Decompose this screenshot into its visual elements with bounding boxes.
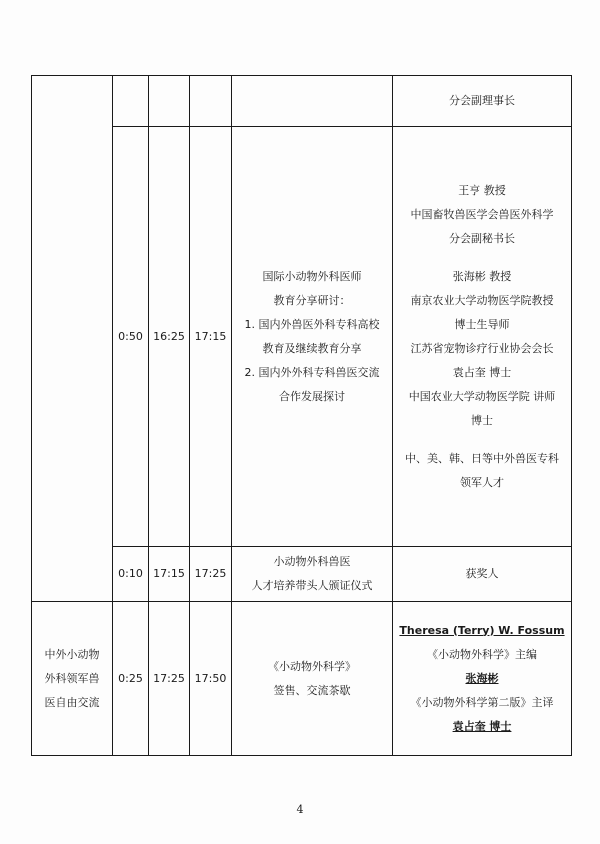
topic-line: 教育分享研讨： (273, 293, 351, 307)
end-time-cell: 17:50 (190, 602, 232, 756)
speaker-name: Theresa (Terry) W. Fossum (399, 623, 565, 637)
topic-lines (234, 550, 390, 598)
topic-line: 小动物外科兽医 (273, 555, 351, 568)
speaker-line: 中国农业大学动物医学院 讲师 (408, 389, 556, 403)
table-row (32, 127, 572, 547)
speaker-line: 张海彬 教授 (452, 269, 512, 283)
topic-line: 合作发展探讨 (279, 389, 345, 403)
topic-line: 签售、交流茶歇 (273, 683, 351, 697)
topic-lines (234, 265, 390, 409)
session-lines (34, 643, 110, 715)
speaker-cell (393, 76, 572, 127)
session-line: 外科领军兽 (44, 671, 100, 685)
speaker-line: 中国畜牧兽医学会兽医外科学 (410, 207, 554, 221)
topic-cell (232, 547, 393, 602)
duration-cell: 0:50 (113, 127, 149, 547)
topic-cell (232, 602, 393, 756)
session-line: 医自由交流 (44, 695, 100, 709)
speaker-role: 《小动物外科学》主编 (427, 647, 537, 661)
speaker-cell: 获奖人 (393, 547, 572, 602)
speaker-line: 领军人才 (460, 475, 504, 489)
speaker-line: 袁占奎 博士 (452, 365, 512, 379)
topic-cell (232, 127, 393, 547)
duration-cell (113, 76, 149, 127)
speaker-line: 王亨 教授 (458, 183, 506, 197)
speaker-lines (395, 94, 569, 107)
speaker-line: 南京农业大学动物医学院教授 (410, 293, 554, 307)
speaker-line: 分会副秘书长 (449, 231, 515, 245)
speaker-name: 张海彬 (465, 671, 499, 685)
topic-line: 1. 国内外兽医外科专科高校 (244, 317, 380, 331)
session-cell-continued (32, 76, 113, 602)
spacer (395, 251, 569, 265)
start-time-cell: 17:25 (149, 602, 190, 756)
session-line: 中外小动物 (44, 647, 100, 661)
session-cell (32, 602, 113, 756)
table-row (32, 602, 572, 756)
speaker-line: 博士生导师 (454, 317, 510, 331)
topic-line: 国际小动物外科医师 (262, 269, 362, 283)
table-row (32, 76, 572, 127)
topic-line: 人才培养带头人颁证仪式 (251, 579, 373, 592)
schedule-table (31, 75, 572, 756)
end-time-cell: 17:15 (190, 127, 232, 547)
end-time-cell (190, 76, 232, 127)
topic-cell (232, 76, 393, 127)
spacer (395, 433, 569, 447)
end-time-cell: 17:25 (190, 547, 232, 602)
topic-line: 《小动物外科学》 (268, 659, 356, 673)
speaker-lines (395, 619, 569, 739)
page-number: 4 (296, 803, 304, 816)
topic-lines (234, 655, 390, 703)
table-row (32, 547, 572, 602)
speaker-role: 《小动物外科学第二版》主译 (410, 695, 554, 709)
speaker-name: 袁占奎 博士 (452, 719, 512, 733)
topic-line: 教育及继续教育分享 (262, 341, 362, 355)
speaker-line: 分会副理事长 (449, 94, 515, 108)
speaker-cell (393, 602, 572, 756)
start-time-cell: 16:25 (149, 127, 190, 547)
topic-line: 2. 国内外外科专科兽医交流 (244, 365, 380, 379)
speaker-line: 中、美、韩、日等中外兽医专科 (405, 451, 559, 465)
duration-cell: 0:25 (113, 602, 149, 756)
speaker-lines (395, 179, 569, 495)
duration-cell: 0:10 (113, 547, 149, 602)
speaker-line: 江苏省宠物诊疗行业协会会长 (410, 341, 554, 355)
start-time-cell (149, 76, 190, 127)
start-time-cell: 17:15 (149, 547, 190, 602)
speaker-cell (393, 127, 572, 547)
speaker-line: 博士 (471, 413, 493, 427)
